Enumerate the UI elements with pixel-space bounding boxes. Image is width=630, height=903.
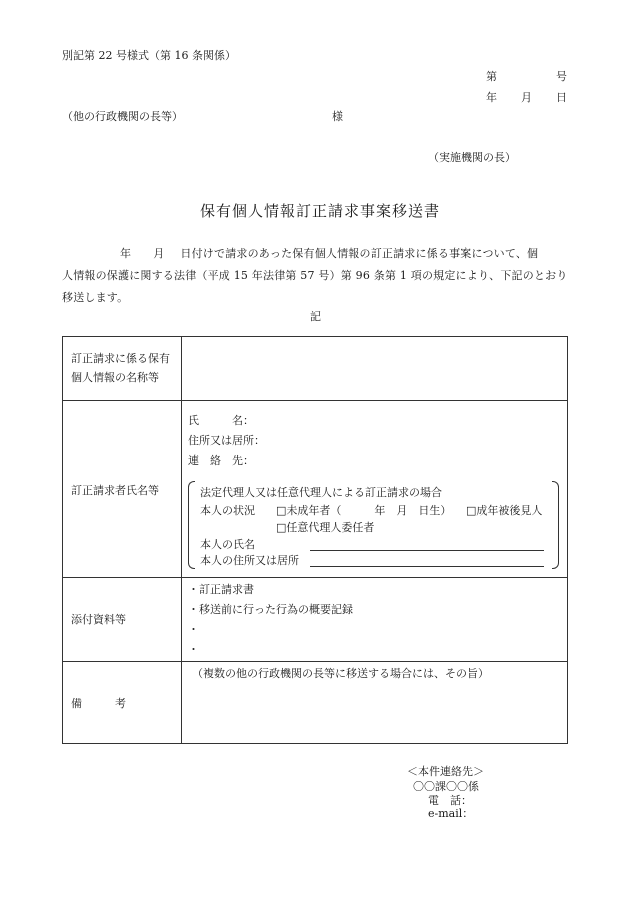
checkbox-minor[interactable]: □未成年者（ 年 月 日生） — [276, 504, 452, 517]
date-month-label: 月 — [521, 91, 532, 104]
body-year: 年 — [120, 247, 132, 260]
date-day-label: 日 — [556, 91, 567, 104]
form-number: 別記第 22 号様式（第 16 条関係） — [62, 49, 236, 62]
number-label-go: 号 — [556, 70, 567, 83]
requester-address-field[interactable]: 住所又は居所： — [188, 434, 265, 447]
contact-phone: 電 話： — [428, 794, 472, 807]
transfer-form-table — [62, 336, 568, 744]
row-remarks-value[interactable] — [182, 662, 568, 744]
row-info-name-label — [63, 337, 182, 401]
checkbox-agent[interactable]: □任意代理人委任者 — [276, 521, 375, 534]
person-name-line[interactable] — [310, 550, 544, 551]
date-year-label: 年 — [486, 91, 497, 104]
row-remarks — [63, 662, 568, 744]
document-title: 保有個人情報訂正請求事案移送書 — [200, 202, 441, 220]
person-address-label: 本人の住所又は居所 — [200, 554, 299, 567]
honorific-sama: 様 — [332, 110, 343, 123]
contact-email: e-mail： — [428, 807, 474, 820]
contact-section: 〇〇課〇〇係 — [413, 780, 479, 793]
requester-name-field[interactable]: 氏 名： — [188, 414, 254, 427]
body-paragraph — [62, 243, 572, 309]
requester-contact-field[interactable]: 連 絡 先： — [188, 454, 254, 467]
sender: （実施機関の長） — [428, 151, 516, 164]
row-remarks-label: 備 考 — [71, 697, 126, 710]
attachment-item: ・移送前に行った行為の概要記録 — [188, 603, 353, 616]
row-info-name-label-2: 個人情報の名称等 — [71, 371, 159, 384]
row-attachments-label: 添付資料等 — [71, 613, 126, 626]
proxy-title: 法定代理人又は任意代理人による訂正請求の場合 — [200, 486, 442, 499]
row-requester-value — [182, 401, 568, 578]
person-name-label: 本人の氏名 — [200, 538, 255, 551]
row-attachments — [63, 578, 568, 662]
row-attachments-label-cell — [63, 578, 182, 662]
attachment-item: ・ — [188, 623, 199, 636]
attachment-item: ・訂正請求書 — [188, 583, 254, 596]
row-requester-label-cell — [63, 401, 182, 578]
attachment-item: ・ — [188, 643, 199, 656]
proxy-bracket-left — [188, 481, 195, 569]
row-requester-label: 訂正請求者氏名等 — [71, 484, 159, 497]
proxy-bracket-right — [552, 481, 559, 569]
number-label-dai: 第 — [486, 70, 497, 83]
body-line-3: 移送します。 — [62, 291, 129, 304]
row-remarks-label-cell — [63, 662, 182, 744]
body-month: 月 — [153, 247, 165, 260]
row-info-name — [63, 337, 568, 401]
row-info-name-label-1: 訂正請求に係る保有 — [71, 352, 170, 365]
body-line-2: 人情報の保護に関する法律（平成 15 年法律第 57 号）第 96 条第 1 項の規定により、下記のとおり — [62, 269, 568, 282]
remarks-note: （複数の他の行政機関の長等に移送する場合には、その旨） — [192, 667, 489, 680]
person-address-line[interactable] — [310, 566, 544, 567]
addressee: （他の行政機関の長等） — [62, 110, 183, 123]
row-info-name-value[interactable] — [182, 337, 568, 401]
row-requester — [63, 401, 568, 578]
ki-label: 記 — [310, 310, 321, 323]
body-line-1-text: 日付けで請求のあった保有個人情報の訂正請求に係る事案について、個 — [180, 247, 539, 260]
row-attachments-value — [182, 578, 568, 662]
body-line-1 — [62, 243, 572, 265]
contact-heading: ＜本件連絡先＞ — [407, 765, 484, 778]
checkbox-adult-ward[interactable]: □成年被後見人 — [466, 504, 543, 517]
proxy-status-label: 本人の状況 — [200, 504, 255, 517]
